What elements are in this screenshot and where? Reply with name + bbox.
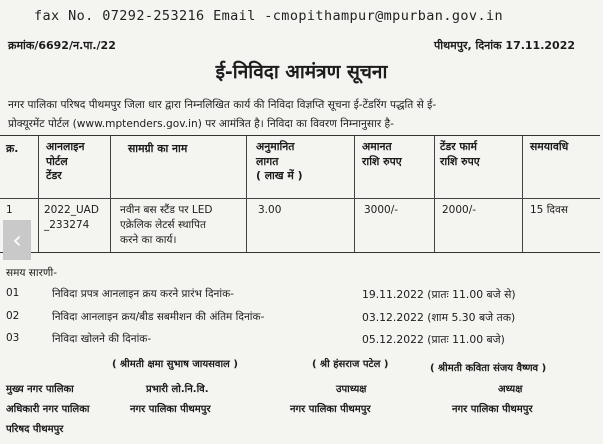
header-cost-line: ( लाख में ) (256, 169, 303, 182)
schedule-value: 05.12.2022 (प्रातः 11.00 बजे) (362, 333, 505, 346)
row-period: 15 दिवस (530, 204, 568, 216)
designation-d-line: अध्यक्ष (498, 384, 523, 395)
material-line: एक्रेलिक लेटर्स स्थापित (120, 219, 206, 231)
signatory-name-1: ( श्रीमती क्षमा सुभाष जायसवाल ) (112, 359, 238, 370)
header-deposit (362, 140, 402, 169)
header-row-divider (0, 198, 600, 199)
designation-b-line: प्रभारी लो.नि.वि. (146, 384, 209, 395)
row-material (120, 203, 212, 248)
intro-line-2: प्रोक्यूरमेंट पोर्टल (www.mptenders.gov.in) पर आमंत्रित है। निविदा का विवरण निम्नानुसार है- (8, 118, 394, 130)
header-cost (256, 140, 303, 184)
schedule-label: निविदा प्रपत्र आनलाइन क्रय करने प्रारंभ दिनांक- (52, 288, 234, 300)
designation-a-line: परिषद पीथमपुर (6, 424, 64, 435)
signatory-name-2: ( श्री हंसराज पटेल ) (312, 359, 389, 370)
column-divider (354, 136, 355, 252)
fax-email-line: fax No. 07292-253216 Email -cmopithampur@mpurban.gov.in (34, 8, 504, 24)
schedule-row (0, 310, 603, 330)
header-form-fee (440, 140, 480, 169)
header-cost-line: अनुमानित (256, 140, 295, 153)
row-tender-id (44, 203, 99, 233)
schedule-title: समय सारणी- (6, 267, 58, 279)
header-portal (46, 140, 84, 184)
schedule-no: 01 (6, 287, 20, 299)
intro-paragraph (8, 96, 600, 134)
schedule-row (0, 332, 603, 352)
column-divider (434, 136, 435, 252)
row-cost: 3.00 (258, 204, 282, 216)
tender-id-line: _233274 (44, 219, 90, 231)
header-deposit-line: अमानत (362, 140, 392, 153)
chevron-left-icon[interactable]: ‹ (3, 220, 31, 260)
tender-table (0, 135, 600, 253)
row-deposit: 3000/- (364, 204, 399, 216)
schedule-no: 02 (6, 310, 20, 322)
header-form-line: राशि रुपए (440, 154, 480, 168)
schedule-no: 03 (6, 332, 20, 344)
row-sno: 1 (6, 204, 13, 216)
header-period: समयावधि (530, 140, 569, 153)
header-cost-line: लागत (256, 154, 279, 168)
material-line: नवीन बस स्टैंड पर LED (120, 204, 213, 216)
designation-d-line: नगर पालिका पीथमपुर (452, 404, 533, 415)
designation-b-line: नगर पालिका पीथमपुर (130, 404, 211, 415)
material-line: करने का कार्य। (120, 234, 177, 246)
reference-number: क्रमांक/6692/न.पा./22 (8, 39, 116, 52)
place-date: पीथमपुर, दिनांक 17.11.2022 (434, 39, 575, 52)
header-portal-line: पोर्टल (46, 154, 68, 168)
header-deposit-line: राशि रुपए (362, 154, 402, 168)
notice-title: ई-निविदा आमंत्रण सूचना (215, 61, 388, 83)
header-material: सामग्री का नाम (128, 142, 188, 155)
intro-line-1: नगर पालिका परिषद पीथमपुर जिला धार द्वारा निम्नलिखित कार्य की निविदा विज्ञप्ति सूचना ई-टेंडरिंग पद्धति से ई- (8, 99, 437, 111)
column-divider (38, 136, 39, 252)
row-form-fee: 2000/- (442, 204, 477, 216)
designation-c-line: उपाध्यक्ष (336, 384, 367, 395)
header-portal-line: टेंडर (46, 169, 62, 182)
signatory-name-3: ( श्रीमती कविता संजय वैष्णव ) (430, 363, 547, 374)
designation-c-line: नगर पालिका पीथमपुर (290, 404, 371, 415)
schedule-value: 03.12.2022 (शाम 5.30 बजे तक) (362, 311, 516, 324)
header-sno: क्र. (6, 142, 19, 155)
header-portal-line: आनलाइन (46, 140, 85, 153)
schedule-label: निविदा खोलने की दिनांक- (52, 333, 152, 345)
column-divider (110, 136, 111, 252)
schedule-value: 19.11.2022 (प्रातः 11.00 बजे से) (362, 288, 516, 301)
schedule-row (0, 287, 603, 307)
schedule-label: निविदा आनलाइन क्रय/बीड सबमीशन की अंतिम दिनांक- (52, 311, 265, 323)
tender-id-line: 2022_UAD (44, 204, 99, 216)
designation-a-line: मुख्य नगर पालिका (6, 384, 74, 395)
column-divider (246, 136, 247, 252)
designation-a-line: अधिकारी नगर पालिका (6, 404, 90, 415)
column-divider (522, 136, 523, 252)
header-form-line: टेंडर फार्म (440, 140, 477, 153)
